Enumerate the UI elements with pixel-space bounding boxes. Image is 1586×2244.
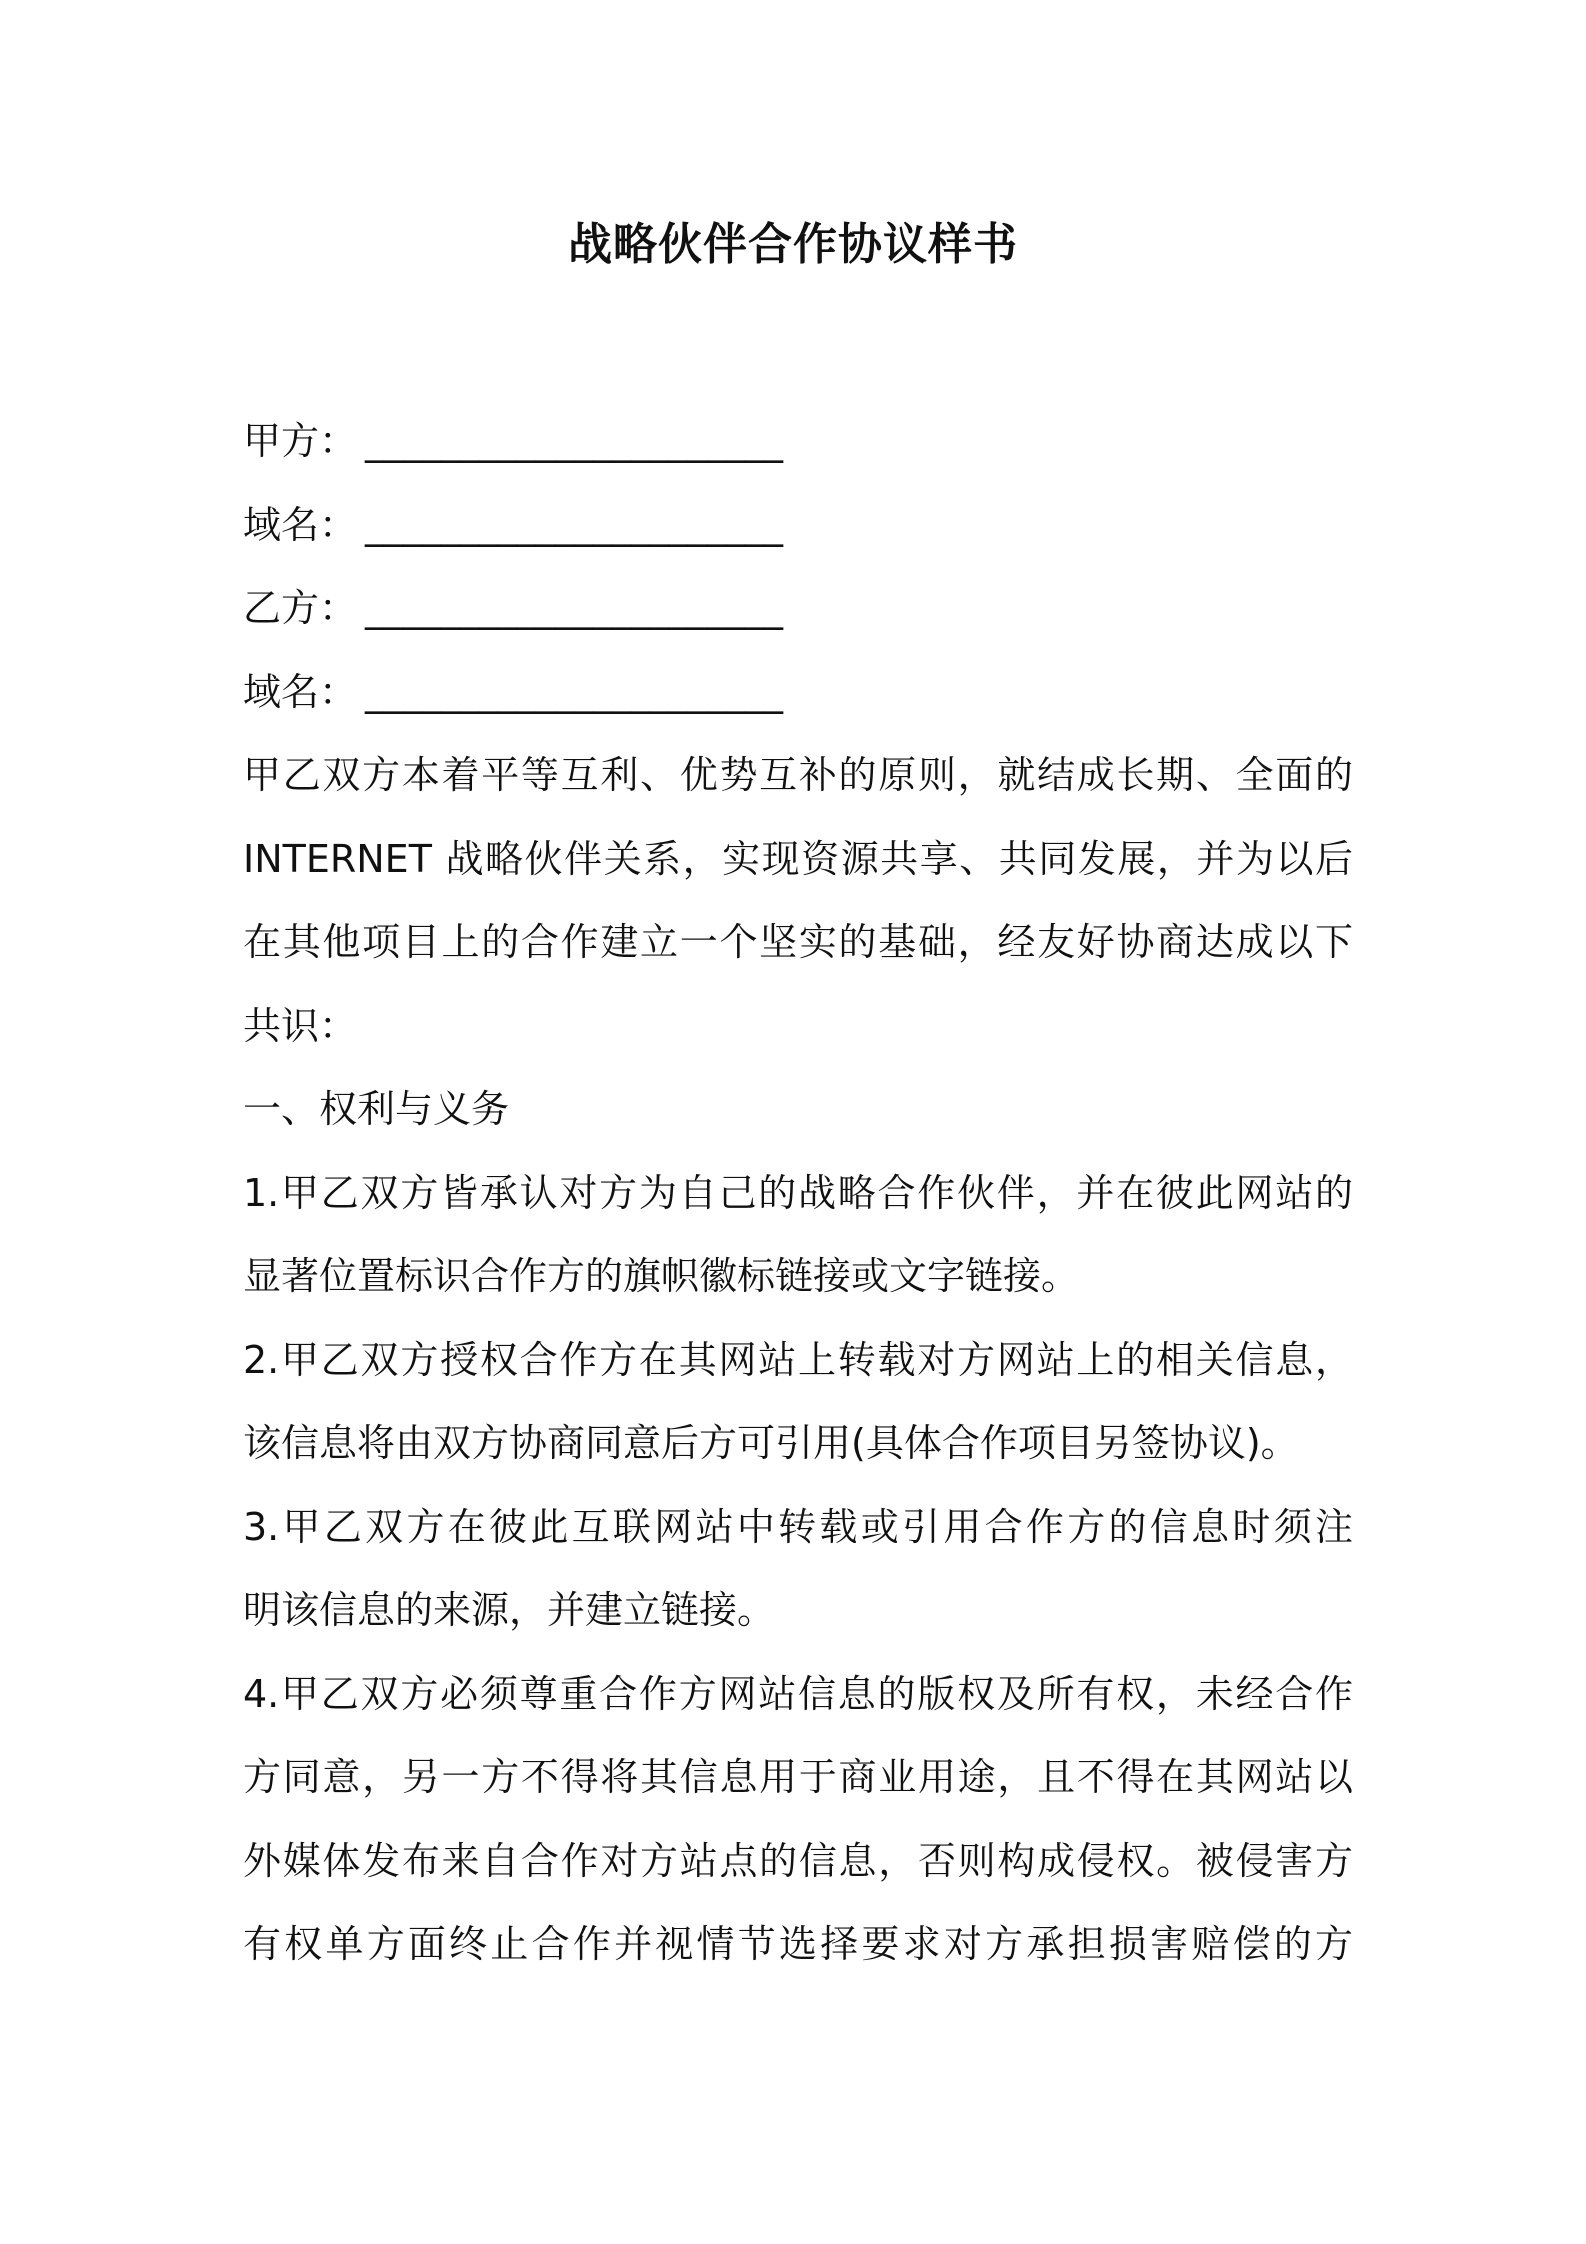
clause-3-line-2: 明该信息的来源，并建立链接。 [243,1588,776,1632]
document-body [243,400,1353,1987]
party-b-domain-field [243,651,1353,735]
party-b-domain-label: 域名： [243,669,358,714]
party-a-blank: ______________________ [365,419,784,463]
party-a-domain-label: 域名： [243,502,358,547]
intro-line-4: 共识： [243,1003,358,1048]
clause-1-line-2: 显著位置标识合作方的旗帜徽标链接或文字链接。 [243,1254,1080,1298]
intro-line-2: INTERNET 战略伙伴关系，实现资源共享、共同发展，并为以后 [243,836,1353,881]
party-a-domain-blank: ______________________ [365,502,784,547]
party-a-field [243,400,1353,484]
clause-4-line-2: 方同意，另一方不得将其信息用于商业用途，且不得在其网站以 [243,1755,1353,1799]
clause-4-line-3: 外媒体发布来自合作对方站点的信息，否则构成侵权。被侵害方 [243,1838,1353,1883]
intro-line-3: 在其他项目上的合作建立一个坚实的基础，经友好协商达成以下 [243,920,1353,964]
section-heading-rights: 一、权利与义务 [243,1087,510,1131]
party-b-field [243,567,1353,651]
party-b-blank: ______________________ [365,586,784,630]
clause-1-line-1: 1.甲乙双方皆承认对方为自己的战略合作伙伴，并在彼此网站的 [243,1170,1353,1215]
intro-line-1: 甲乙双方本着平等互利、优势互补的原则，就结成长期、全面的 [243,753,1353,797]
clause-2-line-2: 该信息将由双方协商同意后方可引用(具体合作项目另签协议)。 [243,1421,1299,1465]
party-a-domain-field [243,484,1353,568]
clause-2-line-1: 2.甲乙双方授权合作方在其网站上转载对方网站上的相关信息， [243,1337,1353,1382]
clause-3-line-1: 3.甲乙双方在彼此互联网站中转载或引用合作方的信息时须注 [243,1504,1353,1549]
document-title: 战略伙伴合作协议样书 [568,219,1018,270]
party-b-label: 乙方： [243,586,358,630]
clause-4-line-1: 4.甲乙双方必须尊重合作方网站信息的版权及所有权，未经合作 [243,1671,1353,1716]
party-a-label: 甲方： [243,419,358,463]
party-b-domain-blank: ______________________ [365,669,784,714]
clause-4-line-4: 有权单方面终止合作并视情节选择要求对方承担损害赔偿的方 [243,1922,1353,1966]
